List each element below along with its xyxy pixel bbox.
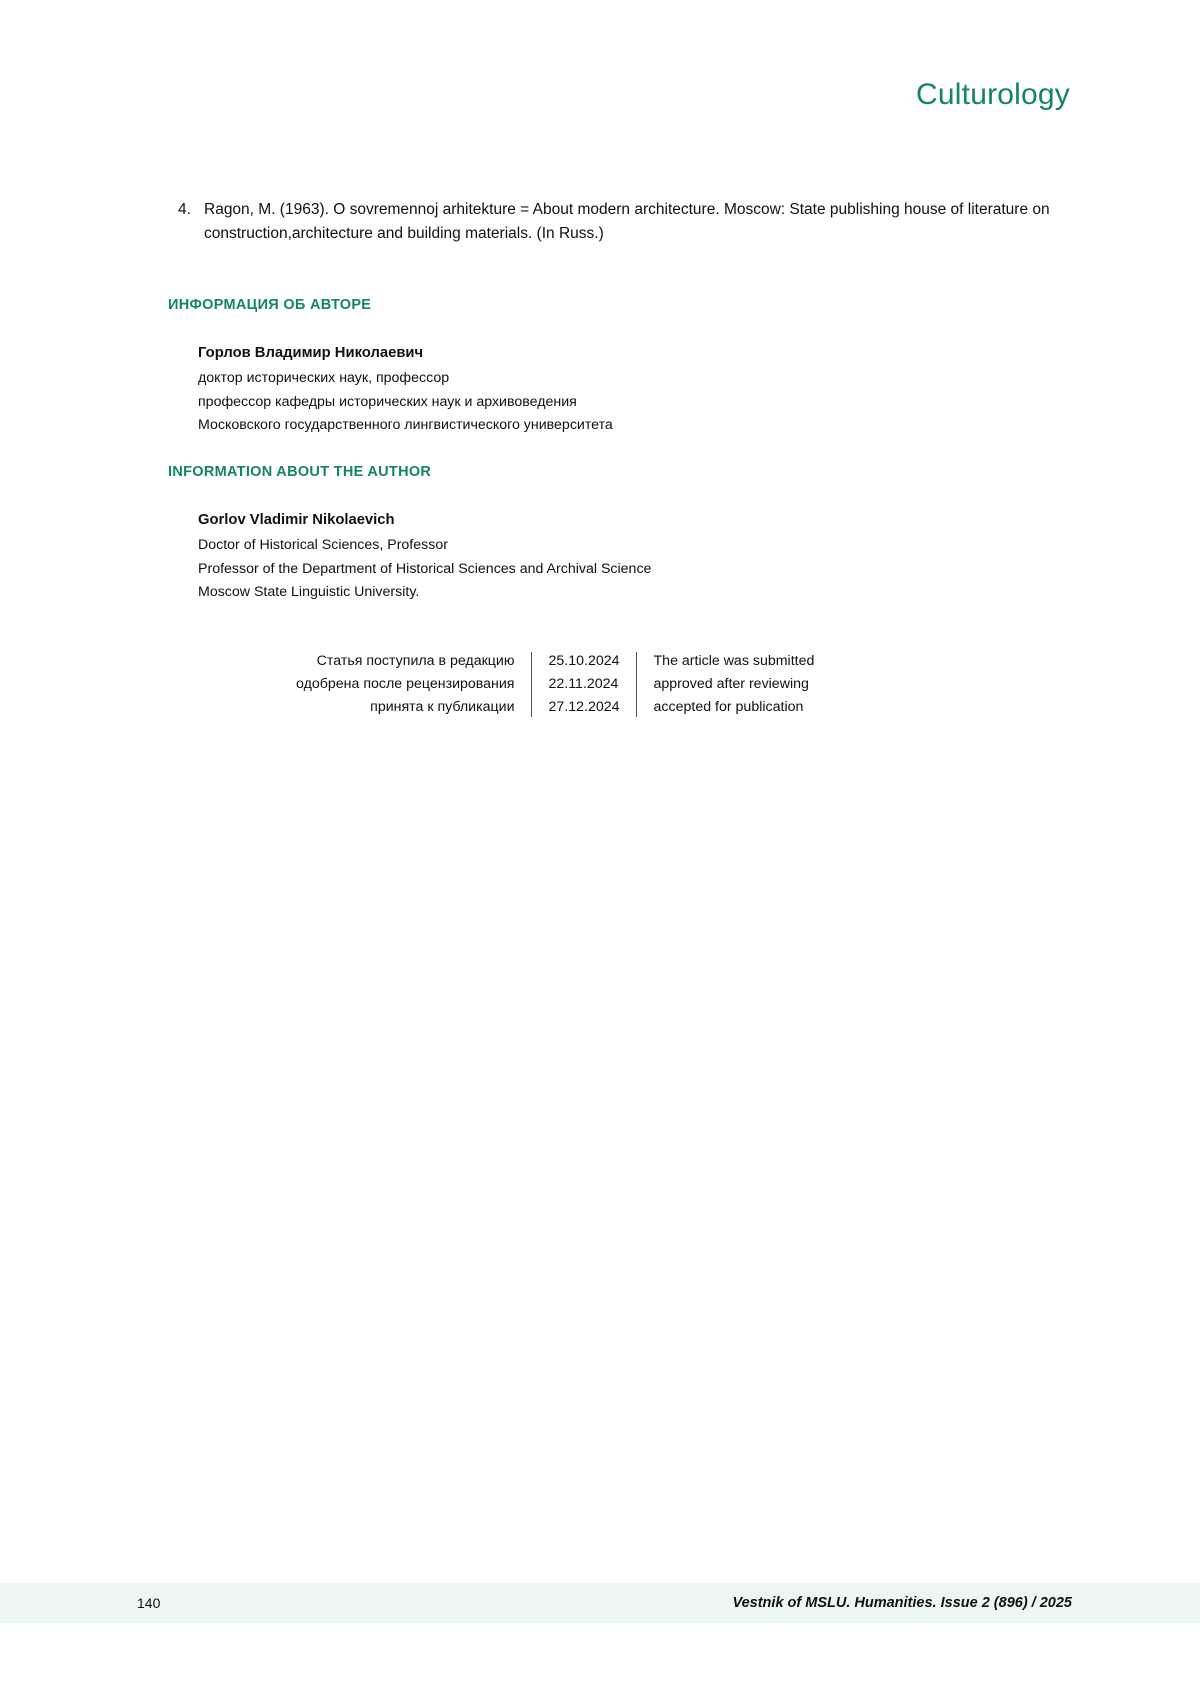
dates-values <box>532 650 636 719</box>
reference-text: Ragon, M. (1963). O sovremennoj arhitekture = About modern architecture. Moscow: State publishing house of literature on construction,architecture and building materials. (In Russ.) <box>204 201 1050 242</box>
date-value: 25.10.2024 <box>548 653 620 669</box>
page-header-section-title: Culturology <box>916 78 1070 111</box>
author-detail-line: доктор исторических наук, профессор <box>198 369 450 386</box>
section-heading-author-info-en: INFORMATION ABOUT THE AUTHOR <box>168 464 432 480</box>
author-detail-line: Московского государственного лингвистического университета <box>198 417 613 434</box>
reference-list <box>178 198 1058 245</box>
author-detail-line: Doctor of Historical Sciences, Professor <box>198 536 448 553</box>
date-label-en: The article was submitted <box>653 653 815 669</box>
author-info-ru <box>198 342 958 438</box>
date-value: 27.12.2024 <box>548 699 620 715</box>
date-label-en: approved after reviewing <box>653 676 809 692</box>
author-detail-line: профессор кафедры исторических наук и архивоведения <box>198 393 577 410</box>
list-item <box>178 198 1058 245</box>
reference-number: 4. <box>178 201 191 218</box>
dates-labels-ru <box>296 650 531 719</box>
date-label-en: accepted for publication <box>653 699 804 715</box>
date-label-ru: принята к публикации <box>370 699 515 715</box>
footer-page-number: 140 <box>137 1595 161 1611</box>
author-detail-line: Moscow State Linguistic University. <box>198 584 420 601</box>
author-name-en: Gorlov Vladimir Nikolaevich <box>198 512 395 528</box>
article-dates-table <box>296 650 814 719</box>
author-name-ru: Горлов Владимир Николаевич <box>198 345 424 361</box>
author-detail-line: Professor of the Department of Historical Sciences and Archival Science <box>198 560 652 577</box>
author-info-en <box>198 509 958 605</box>
footer-journal-title: Vestnik of MSLU. Humanities. Issue 2 (896) / 2025 <box>732 1595 1072 1611</box>
date-label-ru: Статья поступила в редакцию <box>316 653 515 669</box>
date-label-ru: одобрена после рецензирования <box>296 676 515 692</box>
date-value: 22.11.2024 <box>548 676 619 692</box>
section-heading-author-info-ru: ИНФОРМАЦИЯ ОБ АВТОРЕ <box>168 297 372 313</box>
dates-labels-en <box>637 650 815 719</box>
